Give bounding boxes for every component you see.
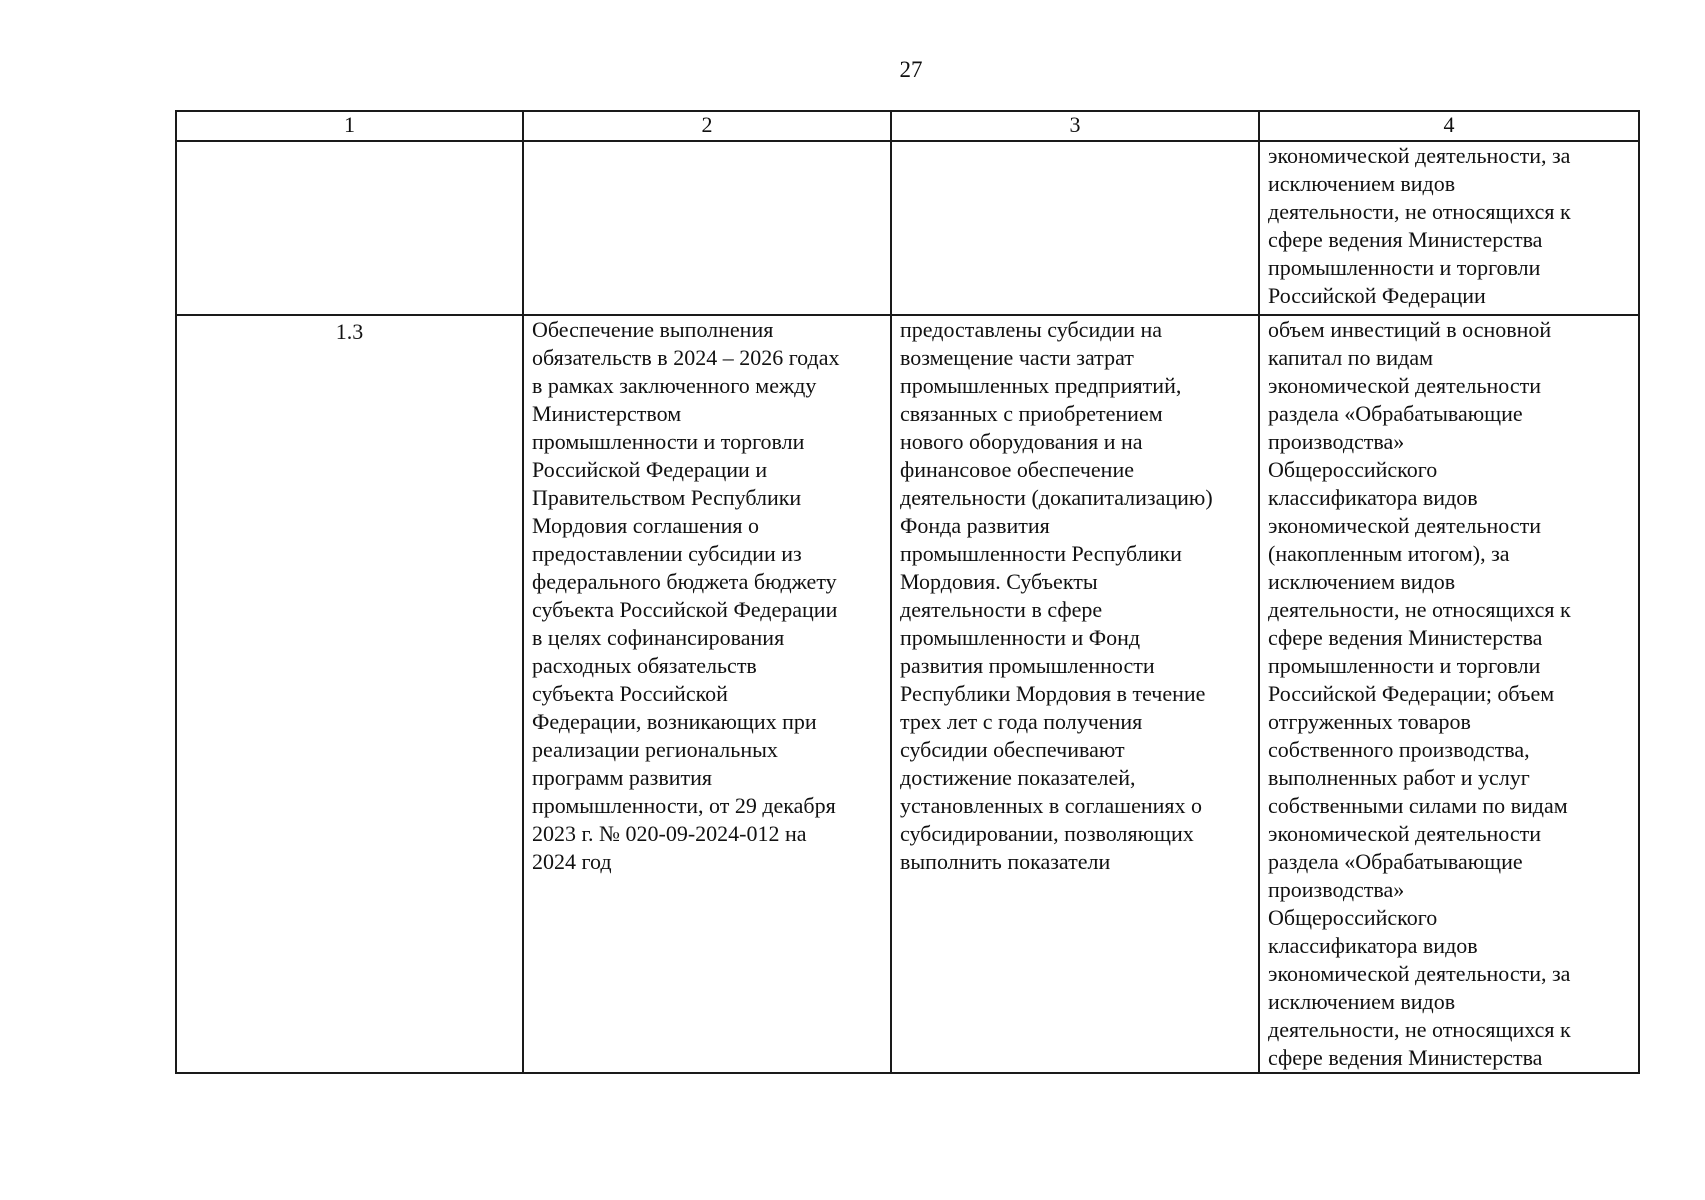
measure-cell [523, 141, 891, 315]
table-row [176, 315, 1639, 1073]
row-number: 1.3 [335, 319, 364, 344]
row-number-cell [176, 315, 523, 1073]
result-cell [891, 141, 1259, 315]
column-header-1: 1 [176, 111, 523, 141]
column-header-4: 4 [1259, 111, 1639, 141]
row-number-cell [176, 141, 523, 315]
indicator-cell [1259, 141, 1639, 315]
measure-text: Обеспечение выполнения обязательств в 2024 – 2026 годах в рамках заключенного между Министерством промышленности и торговли Российской Федерации и Правительством Республики Мордовия соглашения о предоставлении субсидии из федерального бюджета бюджету субъекта Российской Федерации в целях софинансирования расходных обязательств субъекта Российской Федерации, возникающих при реализации региональных программ развития промышленности, от 29 декабря 2023 г. № 020-09-2024-012 на 2024 год [532, 317, 840, 874]
column-header-3: 3 [891, 111, 1259, 141]
table-row [176, 141, 1639, 315]
indicator-text: экономической деятельности, за исключением видов деятельности, не относящихся к сфере ведения Министерства промышленности и торговли Российской Федерации [1268, 143, 1571, 308]
header-row [176, 111, 1639, 141]
result-text: предоставлены субсидии на возмещение части затрат промышленных предприятий, связанных с приобретением нового оборудования и на финансовое обеспечение деятельности (докапитализацию) Фонда развития промышленности Республики Мордовия. Субъекты деятельности в сфере промышленности и Фонд развития промышленности Республики Мордовия в течение трех лет с года получения субсидии обеспечивают достижение показателей, установленных в соглашениях о субсидировании, позволяющих выполнить показатели [900, 317, 1213, 874]
indicator-text: объем инвестиций в основной капитал по видам экономической деятельности раздела «Обрабатывающие производства» Общероссийского классификатора видов экономической деятельности (накопленным итогом), за исключением видов деятельности, не относящихся к сфере ведения Министерства промышленности и торговли Российской Федерации; объем отгруженных товаров собственного производства, выполненных работ и услуг собственными силами по видам экономической деятельности раздела «Обрабатывающие производства» Общероссийского классификатора видов экономической деятельности, за исключением видов деятельности, не относящихся к сфере ведения Министерства [1268, 317, 1571, 1070]
indicator-cell [1259, 315, 1639, 1073]
measure-cell [523, 315, 891, 1073]
page-number: 27 [899, 57, 923, 82]
column-header-2: 2 [523, 111, 891, 141]
document-table [175, 110, 1640, 1074]
result-cell [891, 315, 1259, 1073]
